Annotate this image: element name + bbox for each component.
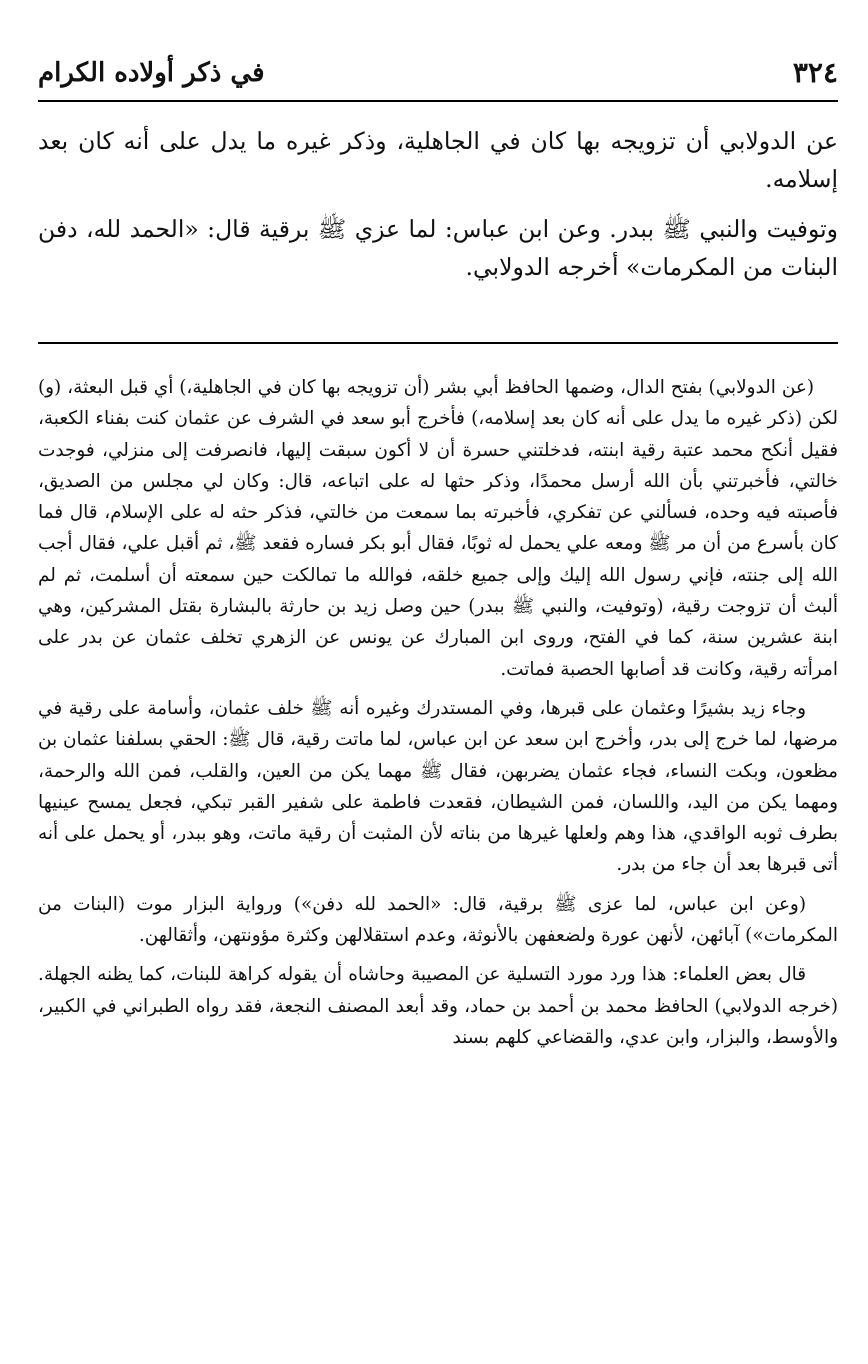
- page-number: ٣٢٤: [792, 56, 838, 89]
- main-text: [38, 122, 838, 298]
- header-rule: [38, 100, 838, 102]
- commentary-paragraph: (عن الدولابي) بفتح الدال، وضمها الحافظ أبي بشر (أن تزويجه بها كان في الجاهلية،) أي قبل البعثة، (و) لكن (ذكر غيره ما يدل على أنه كان بعد إسلامه،) فأخرج أبو سعد في الشرف عن عثمان كنت بفناء الكعبة، فقيل أنكح محمد عتبة رقية ابنته، فدخلتني حسرة أن لا أكون سبقت إليها، فانصرفت إلى منزلي، فوجدت خالتي، فأخبرتني بأن الله أرسل محمدًا، وذكر حثها له على اتباعه، قال: وكان لي مجلس من الصديق، فأصبته فيه وحده، فسألني عن تفكري، فأخبرته بما سمعت من خالتي، فذكر حثه له على الإسلام، قال فما كان بأسرع من أن مر ﷺ ومعه علي يحمل له ثوبًا، فقال أبو بكر فساره فقعد ﷺ، ثم أقبل علي، فقال أجب الله إلى جنته، فإني رسول الله إليك وإلى جميع خلقه، فوالله ما تمالكت حين سمعته أن أسلمت، ثم لم ألبث أن تزوجت رقية، (وتوفيت، والنبي ﷺ ببدر) حين وصل زيد بن حارثة بالبشارة بقتل المشركين، وهي ابنة عشرين سنة، كما في الفتح، وروى ابن المبارك عن يونس عن الزهري تخلف عثمان عن بدر على امرأته رقية، وكانت قد أصابها الحصبة فماتت.: [38, 377, 838, 680]
- page-header: [38, 50, 838, 96]
- commentary-paragraph: وجاء زيد بشيرًا وعثمان على قبرها، وفي المستدرك وغيره أنه ﷺ خلف عثمان، وأسامة على رقية في مرضها، لما خرج إلى بدر، وأخرج ابن سعد عن ابن عباس، لما ماتت رقية، قال ﷺ: الحقي بسلفنا عثمان بن مظعون، وبكت النساء، فجاء عثمان يضربهن، فقال ﷺ مهما يكن من العين، والقلب، فمن الله والرحمة، ومهما يكن من اليد، واللسان، فمن الشيطان، فقعدت فاطمة على شفير القبر تبكي، فجعل يمسح عينيها بطرف ثوبه الواقدي، هذا وهم ولعلها غيرها من بناته لأن المثبت أن رقية ماتت، وهو ببدر، أو يحمل على أنه أتى قبرها بعد أن جاء من بدر.: [38, 697, 838, 876]
- commentary-paragraph: قال بعض العلماء: هذا ورد مورد التسلية عن المصيبة وحاشاه أن يقوله كراهة للبنات، كما يظنه الجهلة. (خرجه الدولابي) الحافظ محمد بن أحمد بن حماد، وقد أبعد المصنف النجعة، فقد رواه الطبراني في الكبير، والأوسط، والبزار، وابن عدي، والقضاعي كلهم بسند: [38, 964, 838, 1048]
- main-text-paragraph: وتوفيت والنبي ﷺ ببدر. وعن ابن عباس: لما عزي ﷺ برقية قال: «الحمد لله، دفن البنات من المكرمات» أخرجه الدولابي.: [38, 215, 838, 281]
- commentary-text: [38, 372, 838, 1061]
- running-title: في ذكر أولاده الكرام: [38, 58, 265, 88]
- commentary-paragraph: (وعن ابن عباس، لما عزى ﷺ برقية، قال: «الحمد لله دفن») ورواية البزار موت (البنات من المكرمات») آبائهن، لأنهن عورة ولضعفهن بالأنوثة، وعدم استقلالهن وكثرة مؤونتهن، وأثقالهن.: [38, 893, 838, 947]
- commentary-separator-rule: [38, 342, 838, 344]
- main-text-paragraph: عن الدولابي أن تزويجه بها كان في الجاهلية، وذكر غيره ما يدل على أنه كان بعد إسلامه.: [38, 127, 838, 193]
- book-page: [38, 0, 838, 1364]
